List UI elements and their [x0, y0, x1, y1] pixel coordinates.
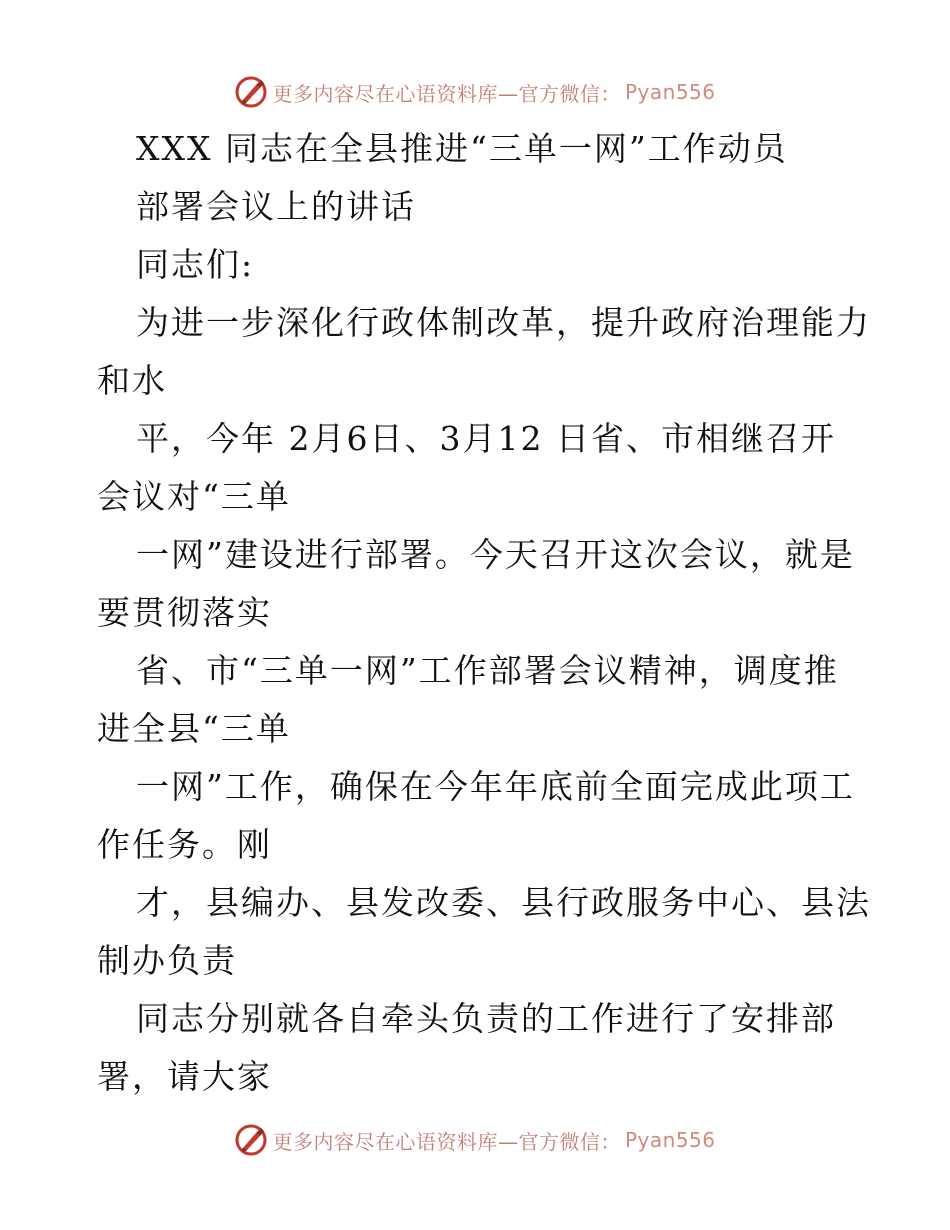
document-line: 省、市“三单一网”工作部署会议精神，调度推: [136, 651, 839, 690]
header-watermark-banner: [0, 70, 950, 114]
document-line: 和水: [97, 361, 167, 400]
banner-wechat-handle: Pyan556: [624, 1128, 716, 1152]
document-line: 会议对“三单: [97, 477, 291, 516]
document-line: 才，县编办、县发改委、县行政服务中心、县法: [136, 883, 871, 922]
document-line: 同志们:: [136, 245, 255, 284]
pen-logo-icon: [234, 75, 268, 109]
document-line: 为进一步深化行政体制改革，提升政府治理能力: [136, 303, 871, 342]
document-line: 一网”工作，确保在今年年底前全面完成此项工: [136, 767, 855, 806]
banner-text: 更多内容尽在心语资料库—官方微信：: [272, 81, 621, 106]
document-line: 同志分别就各自牵头负责的工作进行了安排部: [136, 999, 836, 1038]
document-body: [97, 120, 871, 1106]
document-line: 作任务。刚: [97, 825, 272, 864]
document-line: 一网”建设进行部署。今天召开这次会议，就是: [136, 535, 855, 574]
document-line: 制办负责: [97, 941, 237, 980]
document-line: 署，请大家: [97, 1057, 272, 1096]
footer-watermark-banner: [0, 1118, 950, 1162]
document-line: 部署会议上的讲话: [136, 187, 416, 226]
document-line: 要贯彻落实: [97, 593, 272, 632]
document-line: 进全县“三单: [97, 709, 291, 748]
banner-wechat-handle: Pyan556: [624, 80, 716, 104]
pen-logo-icon: [234, 1123, 268, 1157]
document-line: 平，今年 2月6日、3月12 日省、市相继召开: [136, 419, 836, 458]
document-line: XXX 同志在全县推进“三单一网”工作动员: [136, 129, 788, 168]
banner-text: 更多内容尽在心语资料库—官方微信：: [272, 1129, 621, 1154]
